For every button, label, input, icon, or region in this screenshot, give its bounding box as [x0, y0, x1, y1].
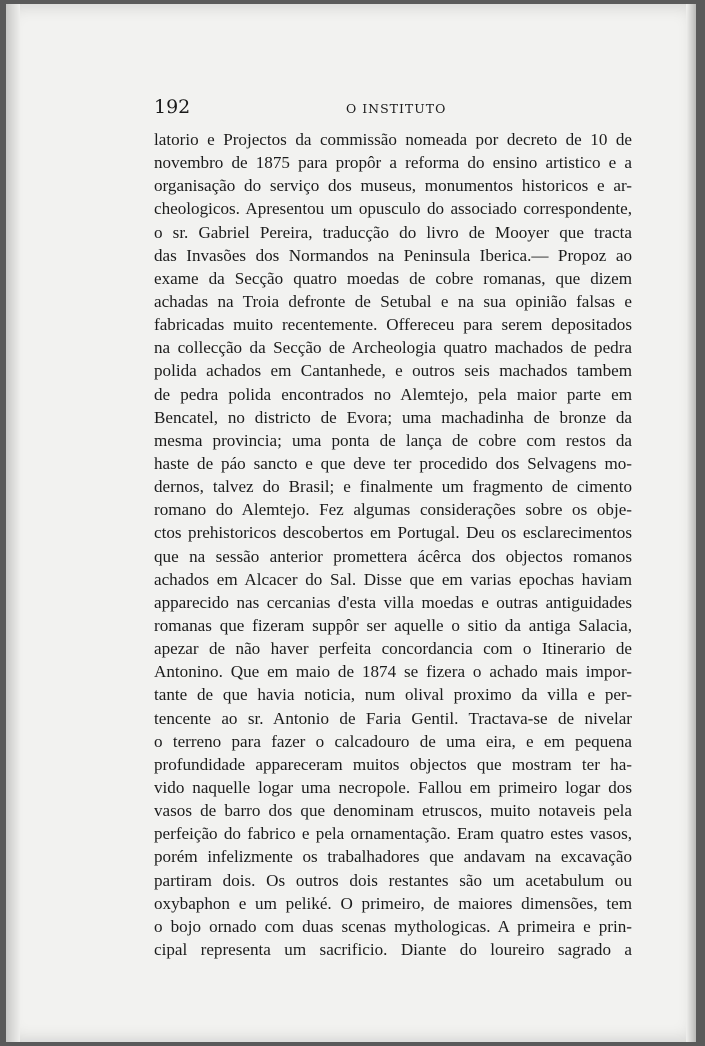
text-line: latorio e Projectos da commissão nomeada por decreto de 10 de	[154, 130, 632, 149]
text-line: o sr. Gabriel Pereira, traducção do livro de Mooyer que tracta	[154, 222, 632, 242]
body-text	[154, 128, 632, 961]
text-line: apezar de não haver perfeita concordancia com o Itinerario de	[154, 639, 632, 659]
text-line: de pedra polida encontrados no Alemtejo, pela maior parte em	[154, 384, 632, 404]
text-line: partiram dois. Os outros dois restantes são um acetabulum ou	[154, 870, 632, 890]
text-line: tencente ao sr. Antonio de Faria Gentil. Tractava-se de nivelar	[154, 708, 632, 728]
page-number: 192	[154, 96, 191, 118]
text-line: polida achados em Cantanhede, e outros seis machados tambem	[154, 361, 632, 381]
text-line: novembro de 1875 para propôr a reforma do ensino artistico e a	[154, 153, 632, 173]
text-line: perfeição do fabrico e pela ornamentação. Eram quatro estes vasos,	[154, 824, 632, 844]
text-line: romano do Alemtejo. Fez algumas considerações sobre os obje-	[154, 500, 632, 520]
text-line: profundidade appareceram muitos objectos que mostram ter ha-	[154, 754, 632, 774]
text-line: tante de que havia noticia, num olival proximo da villa e per-	[154, 685, 632, 705]
text-line: ctos prehistoricos descobertos em Portugal. Deu os esclarecimentos	[154, 523, 632, 543]
text-line: organisação do serviço dos museus, monumentos historicos e ar-	[154, 176, 632, 196]
text-line: porém infelizmente os trabalhadores que andavam na excavação	[154, 847, 632, 867]
text-line: Bencatel, no districto de Evora; uma machadinha de bronze da	[154, 407, 632, 427]
page-header	[154, 96, 632, 120]
text-line: das Invasões dos Normandos na Peninsula Iberica.— Propoz ao	[154, 245, 632, 265]
text-line: vido naquelle logar uma necropole. Fallou em primeiro logar dos	[154, 777, 632, 797]
text-line: mesma provincia; uma ponta de lança de cobre com restos da	[154, 430, 632, 450]
text-line: vasos de barro dos que denominam etruscos, muito notaveis pela	[154, 801, 632, 821]
text-line: exame da Secção quatro moedas de cobre romanas, que dizem	[154, 268, 632, 288]
running-title: O INSTITUTO	[346, 101, 447, 116]
text-line: haste de páo sancto e que deve ter procedido dos Selvagens mo-	[154, 453, 632, 473]
text-line: o terreno para fazer o calcadouro de uma eira, e em pequena	[154, 731, 632, 751]
text-line: o bojo ornado com duas scenas mythologicas. A primeira e prin-	[154, 916, 632, 936]
text-line: cipal representa um sacrificio. Diante do loureiro sagrado a	[154, 939, 632, 959]
text-line: Antonino. Que em maio de 1874 se fizera o achado mais impor-	[154, 662, 632, 682]
text-line: dernos, talvez do Brasil; e finalmente um fragmento de cimento	[154, 477, 632, 497]
text-line: romanas que fizeram suppôr ser aquelle o sitio da antiga Salacia,	[154, 615, 632, 635]
text-line: apparecido nas cercanias d'esta villa moedas e outras antiguidades	[154, 592, 632, 612]
text-line: que na sessão anterior promettera ácêrca dos objectos romanos	[154, 546, 632, 566]
text-line: fabricadas muito recentemente. Offereceu para serem depositados	[154, 315, 632, 335]
book-page	[6, 4, 696, 1042]
text-line: na collecção da Secção de Archeologia quatro machados de pedra	[154, 338, 632, 358]
text-line: oxybaphon e um peliké. O primeiro, de maiores dimensões, tem	[154, 893, 632, 913]
text-line: achados em Alcacer do Sal. Disse que em varias epochas haviam	[154, 569, 632, 589]
text-line: cheologicos. Apresentou um opusculo do associado correspondente,	[154, 199, 632, 219]
text-line: achadas na Troia defronte de Setubal e na sua opinião falsas e	[154, 291, 632, 311]
